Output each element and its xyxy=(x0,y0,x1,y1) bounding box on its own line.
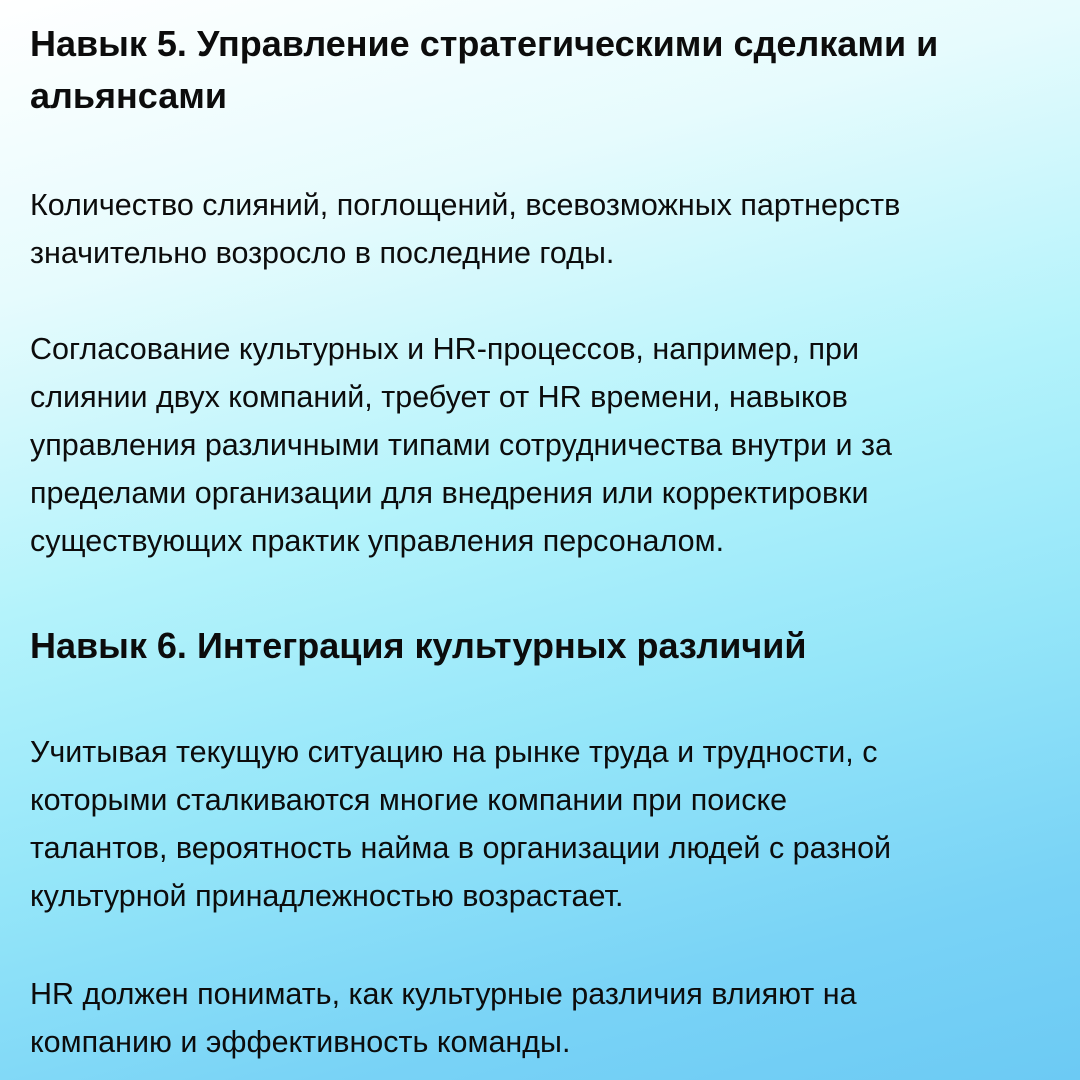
text-line: компанию и эффективность команды. xyxy=(30,1025,571,1059)
text-line: HR должен понимать, как культурные различия влияют на xyxy=(30,977,857,1011)
heading-line: альянсами xyxy=(30,75,228,116)
text-line: значительно возросло в последние годы. xyxy=(30,236,615,270)
paragraph-hr-understanding xyxy=(30,970,1060,1066)
text-line: которыми сталкиваются многие компании при поиске xyxy=(30,783,788,817)
heading-line: Навык 6. Интеграция культурных различий xyxy=(30,625,807,666)
heading-line: Навык 5. Управление стратегическими сделками и xyxy=(30,23,939,64)
text-line: Количество слияний, поглощений, всевозможных партнерств xyxy=(30,188,901,222)
text-line: управления различными типами сотрудничества внутри и за xyxy=(30,428,892,462)
text-line: Учитывая текущую ситуацию на рынке труда и трудности, с xyxy=(30,735,878,769)
text-line: слиянии двух компаний, требует от HR времени, навыков xyxy=(30,380,848,414)
paragraph-mergers xyxy=(30,181,1060,277)
heading-skill-5 xyxy=(30,18,1060,122)
text-line: талантов, вероятность найма в организации людей с разной xyxy=(30,831,892,865)
text-line: пределами организации для внедрения или корректировки xyxy=(30,476,869,510)
heading-skill-6 xyxy=(30,620,1060,672)
text-line: Согласование культурных и HR-процессов, например, при xyxy=(30,332,860,366)
paragraph-hr-processes xyxy=(30,325,1060,565)
text-line: существующих практик управления персоналом. xyxy=(30,524,725,558)
paragraph-labor-market xyxy=(30,728,1060,920)
text-line: культурной принадлежностью возрастает. xyxy=(30,879,624,913)
